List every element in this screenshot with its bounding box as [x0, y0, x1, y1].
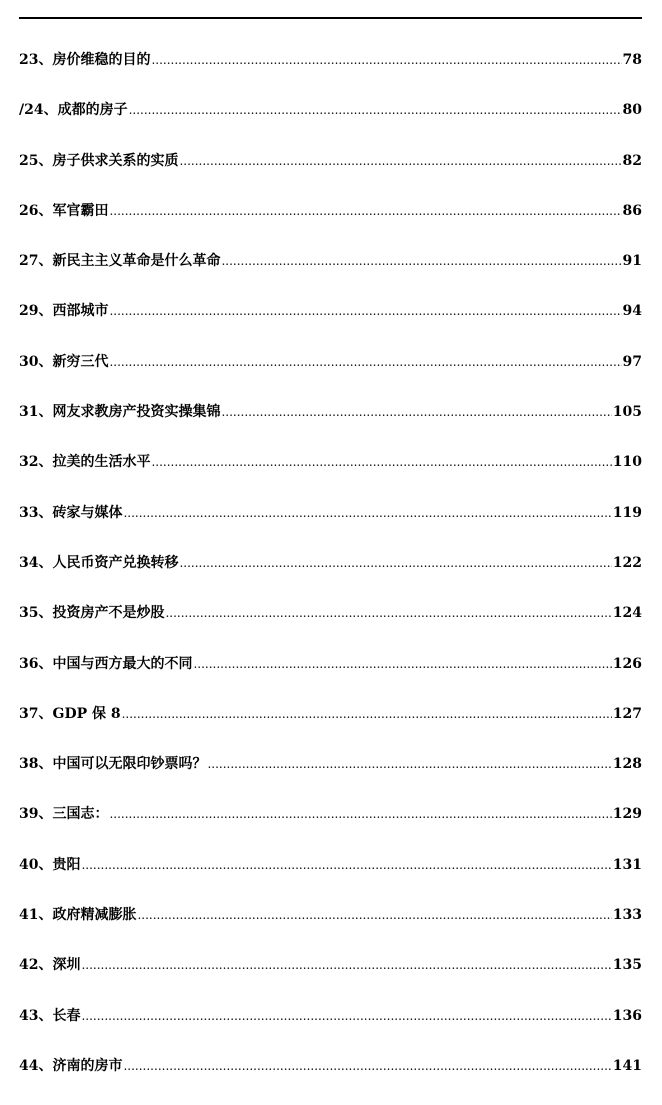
- toc-entry[interactable]: [19, 49, 642, 99]
- toc-entry-title: 41、政府精减膨胀: [19, 907, 137, 924]
- toc-entry-page: 122: [612, 554, 642, 571]
- toc-entry-title: 37、GDP 保 8: [19, 705, 121, 722]
- toc-entry-title: 29、西部城市: [19, 303, 109, 320]
- dot-leader: [129, 103, 622, 117]
- dot-leader: [109, 807, 611, 821]
- dot-leader: [221, 254, 621, 268]
- table-of-contents: [19, 49, 642, 1105]
- toc-entry-page: 86: [622, 202, 642, 219]
- dot-leader: [165, 606, 611, 620]
- toc-entry[interactable]: [19, 854, 642, 904]
- toc-entry-title: 33、砖家与媒体: [19, 504, 123, 521]
- toc-entry-page: 135: [612, 957, 642, 974]
- toc-entry-title: 44、济南的房市: [19, 1057, 123, 1074]
- toc-entry[interactable]: [19, 653, 642, 703]
- toc-entry-page: 129: [612, 806, 642, 823]
- toc-entry-title: 42、深圳: [19, 957, 81, 974]
- dot-leader: [137, 908, 611, 922]
- toc-entry[interactable]: [19, 552, 642, 602]
- toc-entry-page: 128: [612, 756, 642, 773]
- toc-entry[interactable]: [19, 99, 642, 149]
- toc-entry-title: 26、军官霸田: [19, 202, 109, 219]
- toc-entry-title: 32、拉美的生活水平: [19, 454, 151, 471]
- dot-leader: [122, 707, 612, 721]
- dot-leader: [123, 506, 611, 520]
- toc-entry[interactable]: [19, 401, 642, 451]
- top-rule: [19, 17, 642, 19]
- toc-entry[interactable]: [19, 753, 642, 803]
- dot-leader: [109, 355, 621, 369]
- toc-entry-title: 38、中国可以无限印钞票吗？: [19, 756, 207, 773]
- toc-entry-title: 35、投资房产不是炒股: [19, 605, 165, 622]
- dot-leader: [151, 53, 621, 67]
- dot-leader: [81, 858, 611, 872]
- toc-entry[interactable]: [19, 904, 642, 954]
- toc-entry-page: 141: [612, 1057, 642, 1074]
- toc-entry-page: 91: [622, 253, 642, 270]
- dot-leader: [179, 556, 611, 570]
- toc-entry-page: 94: [622, 303, 642, 320]
- toc-entry[interactable]: [19, 1055, 642, 1105]
- toc-entry-page: 119: [612, 504, 642, 521]
- toc-entry[interactable]: [19, 300, 642, 350]
- toc-entry-page: 133: [612, 907, 642, 924]
- toc-entry-page: 136: [612, 1007, 642, 1024]
- toc-entry-title: 27、新民主主义革命是什么革命: [19, 253, 221, 270]
- dot-leader: [109, 204, 621, 218]
- toc-entry-title: 43、长春: [19, 1007, 81, 1024]
- toc-entry-title: 23、房价维稳的目的: [19, 52, 151, 68]
- dot-leader: [207, 757, 611, 771]
- toc-entry[interactable]: [19, 1005, 642, 1055]
- toc-entry-title: /24、成都的房子: [19, 102, 128, 119]
- toc-entry[interactable]: [19, 502, 642, 552]
- toc-entry[interactable]: [19, 602, 642, 652]
- toc-entry[interactable]: [19, 803, 642, 853]
- toc-entry-page: 127: [612, 705, 642, 722]
- toc-entry-page: 131: [612, 856, 642, 873]
- toc-entry-page: 97: [622, 353, 642, 370]
- toc-entry-title: 30、新穷三代: [19, 353, 109, 370]
- toc-entry[interactable]: [19, 703, 642, 753]
- toc-entry-page: 124: [612, 605, 642, 622]
- dot-leader: [221, 405, 611, 419]
- toc-entry-title: 39、三国志：: [19, 806, 109, 823]
- toc-entry[interactable]: [19, 250, 642, 300]
- dot-leader: [109, 304, 621, 318]
- toc-entry-page: 80: [622, 102, 642, 119]
- toc-entry-page: 78: [622, 52, 642, 68]
- toc-entry[interactable]: [19, 150, 642, 200]
- toc-entry-title: 36、中国与西方最大的不同: [19, 655, 193, 672]
- toc-entry-title: 40、贵阳: [19, 856, 81, 873]
- toc-entry-page: 126: [612, 655, 642, 672]
- toc-entry-title: 25、房子供求关系的实质: [19, 152, 179, 169]
- toc-entry[interactable]: [19, 351, 642, 401]
- dot-leader: [81, 958, 611, 972]
- dot-leader: [179, 154, 621, 168]
- dot-leader: [123, 1059, 611, 1073]
- dot-leader: [81, 1009, 611, 1023]
- toc-entry-page: 105: [612, 404, 642, 421]
- dot-leader: [193, 657, 611, 671]
- toc-entry[interactable]: [19, 200, 642, 250]
- toc-entry[interactable]: [19, 954, 642, 1004]
- dot-leader: [151, 455, 611, 469]
- toc-entry-title: 31、网友求教房产投资实操集锦: [19, 404, 221, 421]
- toc-entry[interactable]: [19, 451, 642, 501]
- toc-entry-title: 34、人民币资产兑换转移: [19, 554, 179, 571]
- toc-entry-page: 110: [612, 454, 642, 471]
- toc-entry-page: 82: [622, 152, 642, 169]
